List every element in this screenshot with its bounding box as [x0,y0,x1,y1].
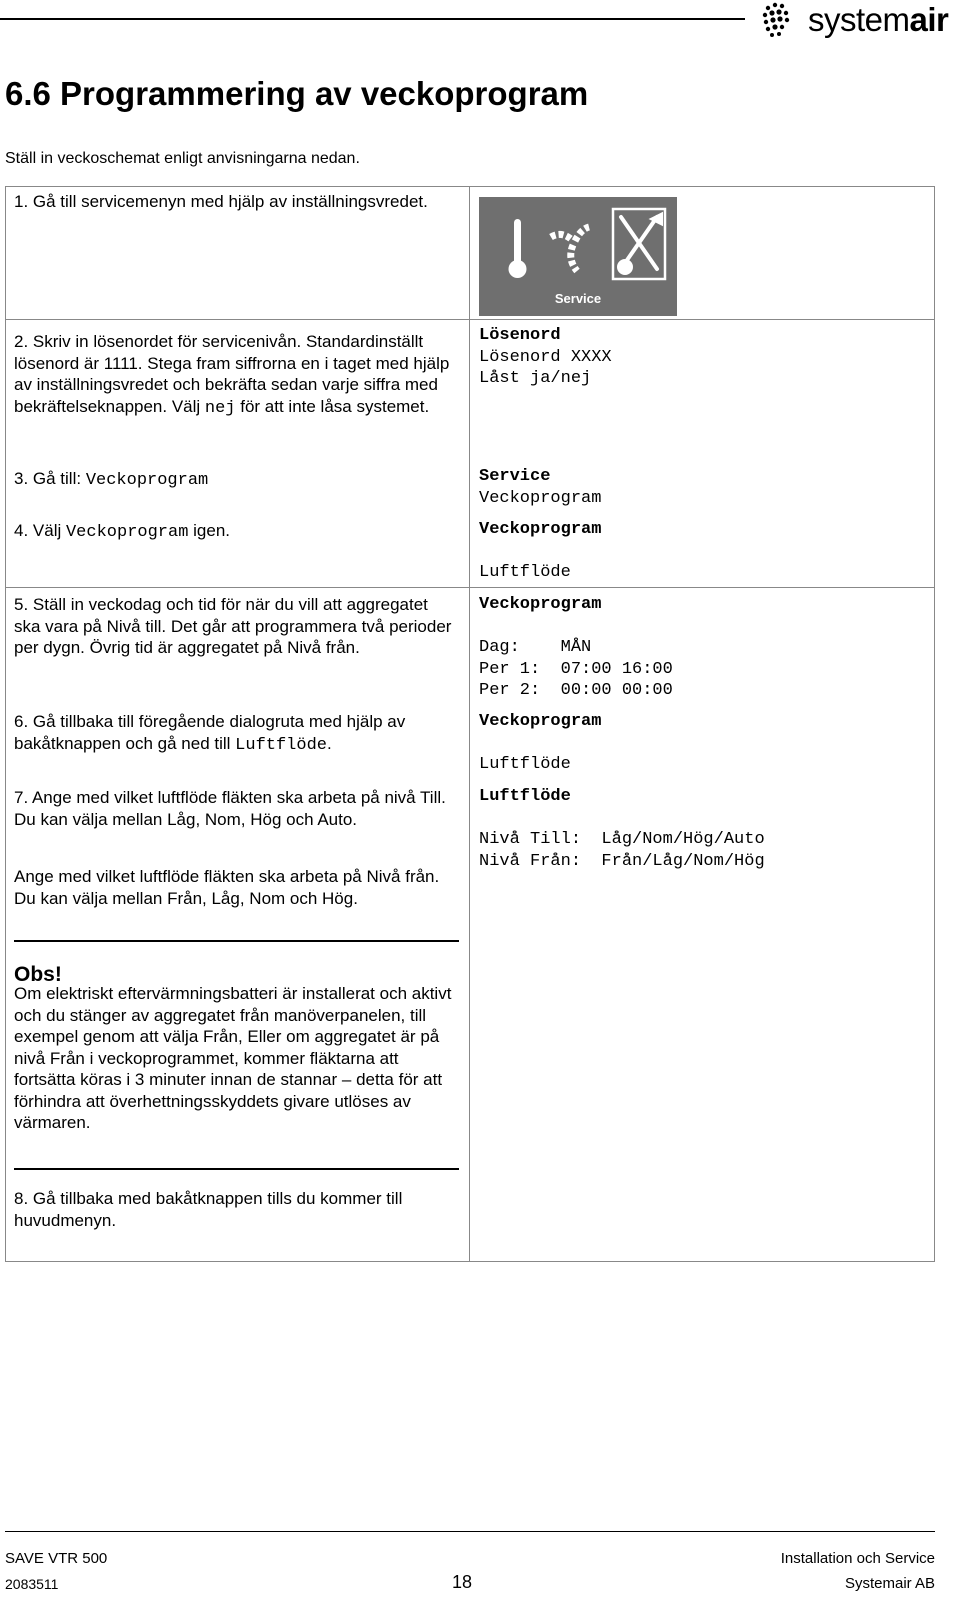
note-title: Obs! [14,963,62,986]
display-password: Lösenord Lösenord XXXX Låst ja/nej [479,326,612,388]
footer-model: SAVE VTR 500 [5,1550,108,1567]
step-6-text: 6. Gå tillbaka till föregående dialogruta med hjälp av bakåtknappen och gå ned till Luftflöde. [14,712,406,755]
step-7-text: 7. Ange med vilket luftflöde fläkten ska arbeta på nivå Till. Du kan välja mellan Låg, Nom, Hög och Auto. [14,788,446,829]
note-rule-top [14,940,459,942]
footer-doc-number: 2083511 [5,1576,59,1592]
intro-text: Ställ in veckoschemat enligt anvisningarna nedan. [5,150,360,167]
note-text: Om elektriskt eftervärmningsbatteri är installerat och aktivt och du stänger av aggregatet från manöverpanelen, till exempel genom att välja Från, Eller om aggregatet är på nivå Från i veckoprogrammet, kommer fläktarna att fortsätta köras i 3 minuter innan de stannar – detta för att förhindra att överhettningsskyddets givare utlöses av värmaren. [14,984,452,1132]
display-weekprogram-schedule: Veckoprogram Dag: MÅN Per 1: 07:00 16:00 Per 2: 00:00 00:00 [479,595,673,700]
footer-rule [5,1531,935,1532]
footer-company: Systemair AB [844,1575,935,1592]
page-title: 6.6 Programmering av veckoprogram [5,75,589,112]
step-1-text: 1. Gå till servicemenyn med hjälp av inställningsvredet. [14,192,428,211]
step-8-text: 8. Gå tillbaka med bakåtknappen tills du kommer till huvudmenyn. [14,1189,403,1230]
thermometer-fan-tools-icon [485,203,671,289]
row-divider [5,319,935,320]
step-7-text-2: Ange med vilket luftflöde fläkten ska arbeta på Nivå från. Du kan välja mellan Från, Låg, Nom och Hög. [14,867,440,908]
step-3-text: 3. Gå till: Veckoprogram [14,469,209,490]
row-divider [5,587,935,588]
table-column-divider [469,186,470,1262]
service-icon [479,197,677,316]
logo-text: systemair [808,1,949,38]
footer-section: Installation och Service [780,1550,935,1567]
header-rule [0,18,745,20]
step-2-text: 2. Skriv in lösenordet för servicenivån. Standardinställt lösenord är 1111. Stega fram siffrorna en i taget med hjälp av inställningsvredet och bekräfta sedan varje siffra med bekräftelseknappen. Välj nej för att inte låsa systemet. [14,332,450,418]
display-airflow: Luftflöde Nivå Till: Låg/Nom/Hög/Auto Nivå Från: Från/Låg/Nom/Hög [479,787,765,871]
display-weekprogram-1: Veckoprogram Luftflöde [479,520,602,582]
display-service-menu: Service Veckoprogram [479,467,602,508]
display-weekprogram-2: Veckoprogram Luftflöde [479,712,602,774]
step-4-text: 4. Välj Veckoprogram igen. [14,521,230,542]
note-rule-bottom [14,1168,459,1170]
service-icon-label: Service [554,291,602,306]
step-5-text: 5. Ställ in veckodag och tid för när du vill att aggregatet ska vara på Nivå till. Det går att programmera två perioder per dygn. Övrig tid är aggregatet på Nivå från. [14,595,452,657]
page-number: 18 [452,1572,473,1592]
